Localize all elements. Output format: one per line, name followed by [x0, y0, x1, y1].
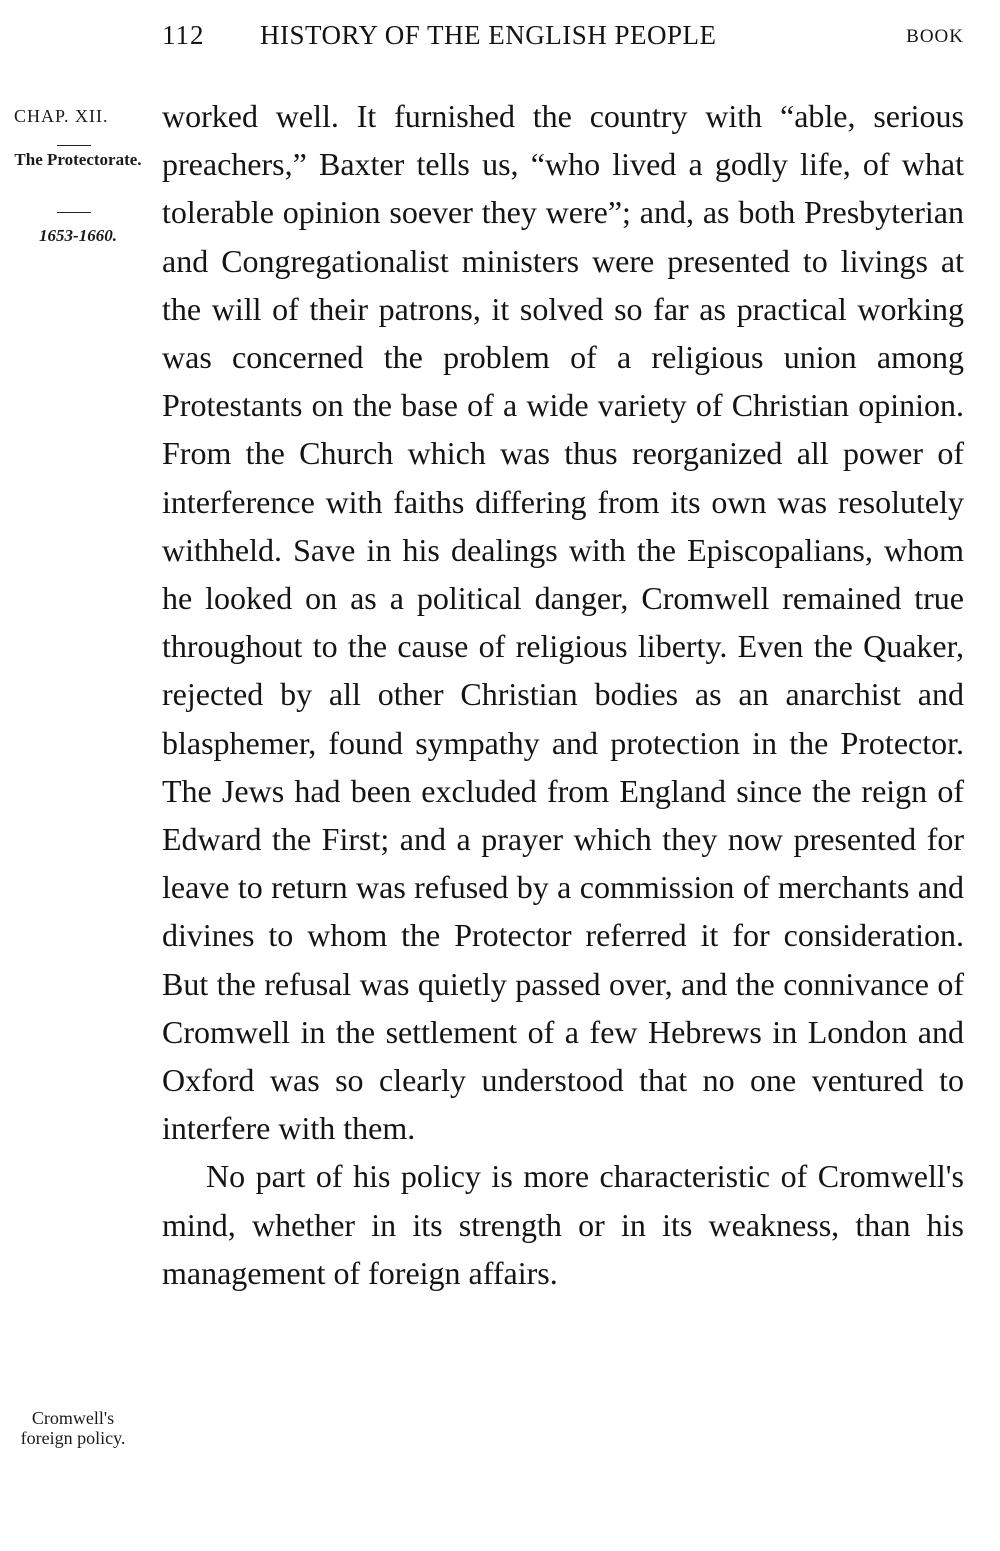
- body-text: [162, 92, 964, 1297]
- page-number: 112: [162, 20, 205, 50]
- margin-dates: 1653-1660.: [39, 226, 117, 245]
- running-header: [162, 18, 964, 62]
- margin-topic: The Protectorate.: [14, 150, 142, 169]
- paragraph-1: worked well. It furnished the country with “able, serious preachers,” Baxter tells us, “who lived a godly life, of what tolerable opinion soever they were”; and, as both Presbyterian and Congregationalist ministers were presented to livings at the will of their patrons, it solved so far as practical working was concerned the problem of a religious union among Protestants on the base of a wide variety of Christian opinion. From the Church which was thus reorganized all power of interference with faiths differing from its own was resolutely withheld. Save in his dealings with the Episcopalians, whom he looked on as a political danger, Cromwell remained true throughout to the cause of religious liberty. Even the Quaker, rejected by all other Christian bodies as an anarchist and blasphemer, found sympathy and protection in the Protector. The Jews had been excluded from England since the reign of Edward the First; and a prayer which they now presented for leave to return was refused by a commission of merchants and divines to whom the Protector referred it for consideration. But the refusal was quietly passed over, and the connivance of Cromwell in the settlement of a few Hebrews in London and Oxford was so clearly understood that no one ventured to interfere with them.: [162, 98, 964, 1147]
- margin-chapter: CHAP. XII.: [14, 106, 109, 126]
- margin-rule-top: [57, 145, 91, 146]
- margin-rule: [57, 212, 91, 213]
- margin-note-foreign-policy: Cromwell's foreign policy.: [20, 1408, 126, 1448]
- running-title: HISTORY OF THE ENGLISH PEOPLE: [260, 20, 717, 50]
- book-label: BOOK: [906, 26, 964, 47]
- paragraph-2: No part of his policy is more characteristic of Cromwell's mind, whether in its strength or in its weakness, than his management of foreign affairs.: [162, 1158, 964, 1291]
